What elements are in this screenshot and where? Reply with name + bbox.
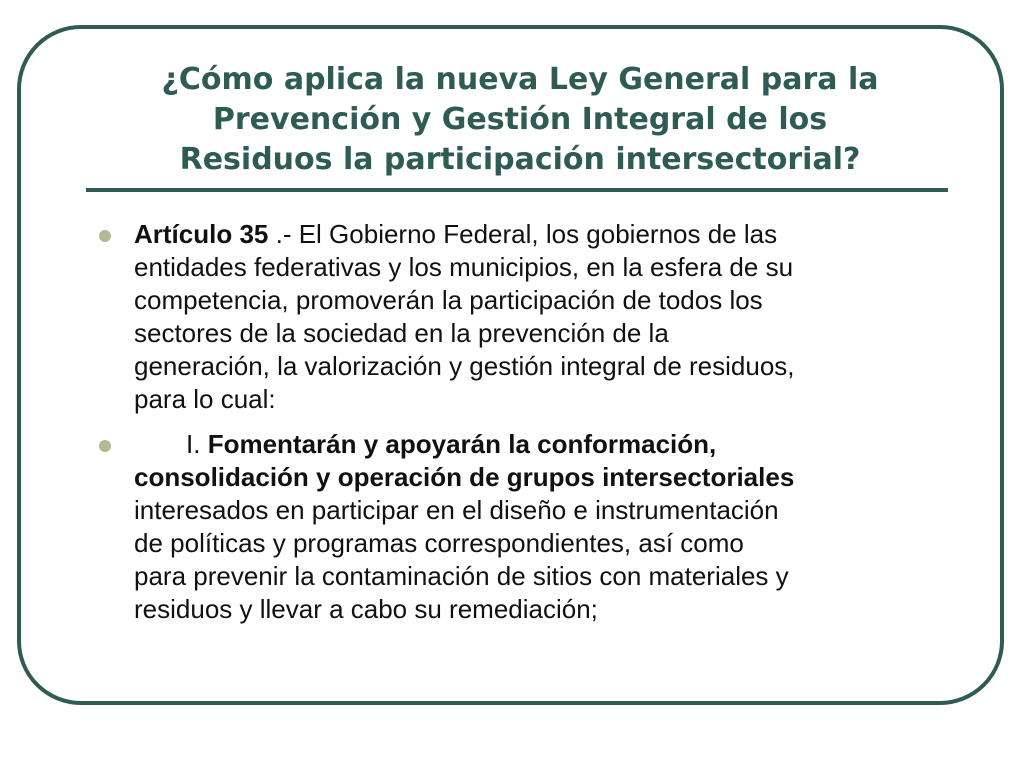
bullet-item-articulo-35 bbox=[96, 218, 946, 416]
bullet-line: para prevenir la contaminación de sitios con materiales y bbox=[134, 561, 789, 591]
bullet-dot-icon bbox=[99, 230, 111, 242]
fraction-bold-text: Fomentarán y apoyarán la conformación, bbox=[207, 429, 717, 459]
bullet-line: competencia, promoverán la participación de todos los bbox=[134, 285, 763, 315]
title-line: ¿Cómo aplica la nueva Ley General para la bbox=[161, 62, 879, 97]
bullet-line: sectores de la sociedad en la prevención de la bbox=[134, 318, 669, 348]
bullet-line: generación, la valorización y gestión integral de residuos, bbox=[134, 351, 795, 381]
bullet-line bbox=[134, 218, 946, 251]
bullet-line: para lo cual: bbox=[134, 384, 276, 414]
title-line: Residuos la participación intersectorial? bbox=[179, 142, 861, 177]
title-line: Prevención y Gestión Integral de los bbox=[212, 102, 828, 137]
bullet-line: consolidación y operación de grupos intersectoriales bbox=[134, 462, 795, 492]
bullet-line: residuos y llevar a cabo su remediación; bbox=[134, 594, 598, 624]
bullet-line bbox=[134, 428, 946, 461]
bullet-dot-icon bbox=[99, 440, 111, 452]
bullet-item-fraccion-i bbox=[96, 428, 946, 626]
bullet-line: interesados en participar en el diseño e instrumentación bbox=[134, 495, 779, 525]
slide-title bbox=[90, 60, 950, 180]
bullet-line: entidades federativas y los municipios, en la esfera de su bbox=[134, 252, 794, 282]
article-heading: Artículo 35 bbox=[134, 219, 269, 249]
bullet-line: de políticas y programas correspondientes, así como bbox=[134, 528, 744, 558]
title-underline bbox=[86, 188, 948, 192]
fraction-numeral: I. bbox=[186, 429, 201, 459]
bullet-list bbox=[96, 218, 946, 638]
article-intro: .- El Gobierno Federal, los gobiernos de las bbox=[268, 219, 778, 249]
